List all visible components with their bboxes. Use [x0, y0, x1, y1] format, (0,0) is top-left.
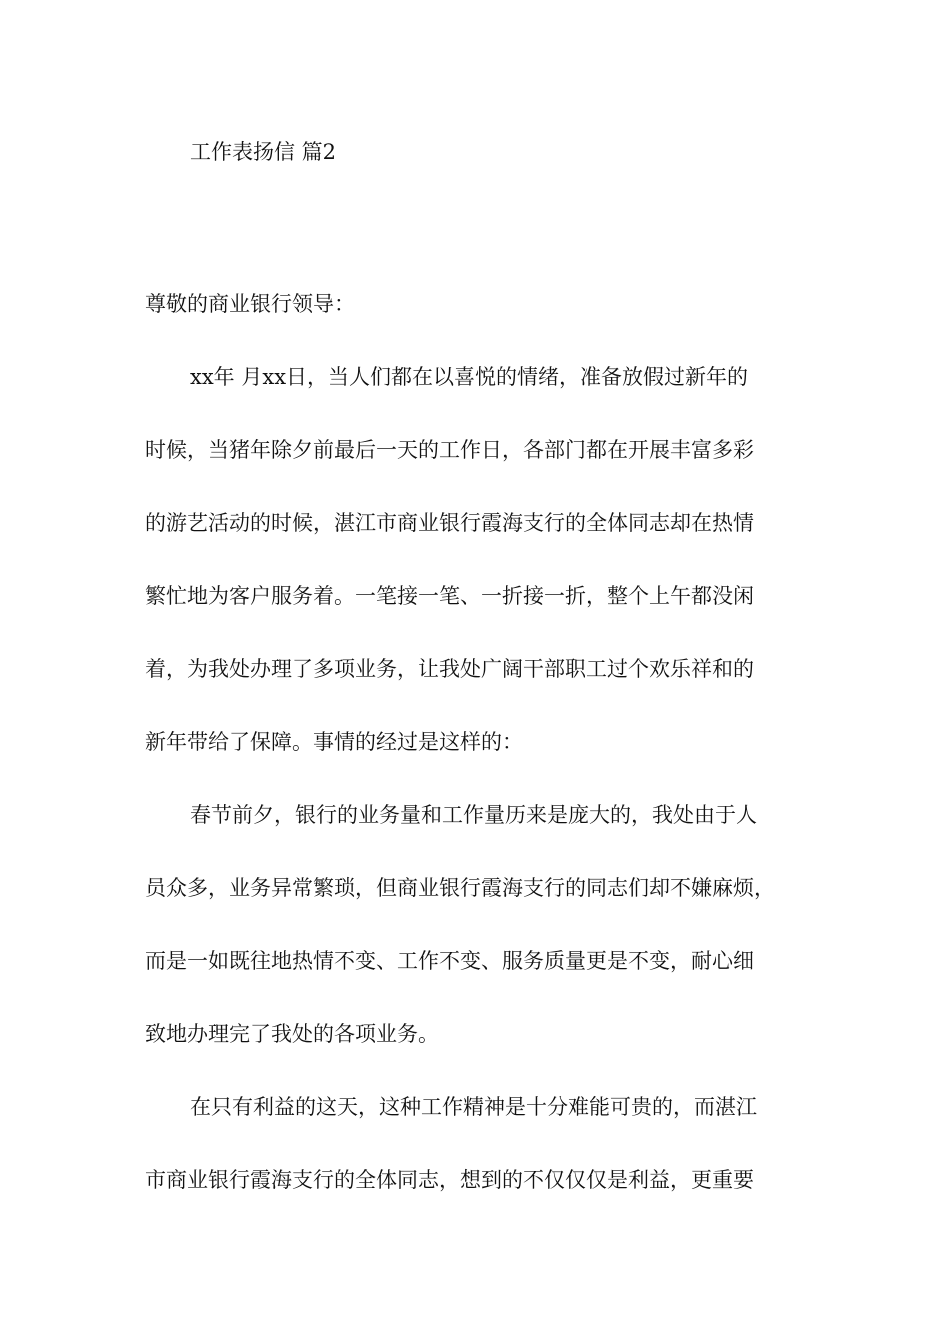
text-line: 着，为我处办理了多项业务，让我处广阔干部职工过个欢乐祥和的: [145, 657, 754, 681]
text-line: 的游艺活动的时候，湛江市商业银行霞海支行的全体同志却在热情: [145, 511, 754, 535]
text-line: 致地办理完了我处的各项业务。: [145, 1022, 439, 1046]
text-line: 而是一如既往地热情不变、工作不变、服务质量更是不变，耐心细: [145, 949, 754, 973]
text-line: 新年带给了保障。事情的经过是这样的：: [145, 730, 523, 754]
document-title: 工作表扬信 篇2: [190, 140, 337, 164]
text-line: 市商业银行霞海支行的全体同志，想到的不仅仅仅是利益，更重要: [145, 1168, 754, 1192]
text-line: 春节前夕，银行的业务量和工作量历来是庞大的，我处由于人: [190, 803, 757, 827]
text-line: 员众多，业务异常繁琐，但商业银行霞海支行的同志们却不嫌麻烦，: [145, 876, 775, 900]
text-line: 在只有利益的这天，这种工作精神是十分难能可贵的，而湛江: [190, 1095, 757, 1119]
salutation: 尊敬的商业银行领导：: [145, 292, 355, 316]
text-line: 时候，当猪年除夕前最后一天的工作日，各部门都在开展丰富多彩: [145, 438, 754, 462]
text-line: xx年 月xx日，当人们都在以喜悦的情绪，准备放假过新年的: [190, 365, 749, 389]
text-line: 繁忙地为客户服务着。一笔接一笔、一折接一折，整个上午都没闲: [145, 584, 754, 608]
